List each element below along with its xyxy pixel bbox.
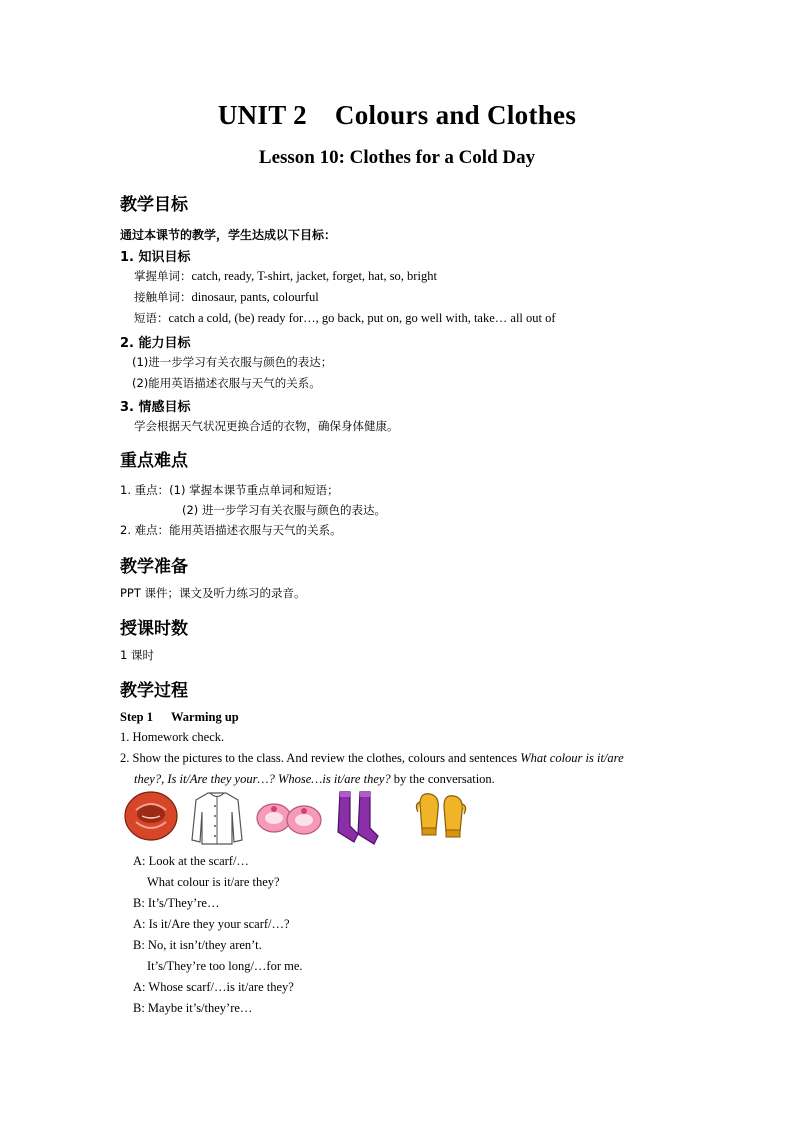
emotion-text: 学会根据天气状况更换合适的衣物，确保身体健康。 [134,419,399,433]
dialogue-line-5: B: No, it isn’t/they aren’t. [133,938,262,952]
process-heading: 教学过程 [120,681,188,701]
ability-item-1: (1)进一步学习有关衣服与颜色的表达； [132,355,333,369]
dialogue-line-2: What colour is it/are they? [147,875,280,889]
clothes-pictures [120,790,480,852]
dialogue-line-3: B: It’s/They’re… [133,896,220,910]
step-1-heading: Step 1 Warming up [120,710,239,724]
shoes-icon [254,790,324,840]
knowledge-heading: 1. 知识目标 [120,250,191,265]
key-points-heading: 重点难点 [120,451,188,471]
preparation-text: PPT 课件；课文及听力练习的录音。 [120,586,306,600]
key-point-1: 1. 重点：(1) 掌握本课节重点单词和短语； [120,483,339,497]
process-item-2-cont: they?, Is it/Are they your…? Whose…is it/are they? by the conversation. [134,772,495,786]
socks-icon [334,790,384,848]
ability-heading: 2. 能力目标 [120,336,191,351]
master-words-line: 掌握单词：catch, ready, T-shirt, jacket, forget, hat, so, bright [134,269,437,283]
lesson-title: Lesson 10: Clothes for a Cold Day [258,147,536,168]
dialogue-line-8: B: Maybe it’s/they’re… [133,1001,253,1015]
contact-words-line: 接触单词：dinosaur, pants, colourful [134,290,319,304]
goals-intro: 通过本课节的教学，学生达成以下目标： [120,228,337,242]
mittens-icon [414,790,470,842]
scarf-icon [122,790,180,842]
process-item-1: 1. Homework check. [120,730,225,744]
hours-text: 1 课时 [120,648,154,662]
dialogue-line-7: A: Whose scarf/…is it/are they? [133,980,294,994]
process-item-2: 2. Show the pictures to the class. And review the clothes, colours and sentences What colour is it/are [120,751,624,765]
unit-title [0,100,794,131]
unit-label: UNIT 2 [217,100,307,130]
dialogue-line-1: A: Look at the scarf/… [133,854,249,868]
key-point-2: (2) 进一步学习有关衣服与颜色的表达。 [182,503,386,517]
preparation-heading: 教学准备 [120,557,188,577]
unit-name: Colours and Clothes [334,100,577,130]
hours-heading: 授课时数 [120,619,188,639]
phrases-line: 短语：catch a cold, (be) ready for…, go back, put on, go well with, take… all out of [134,311,556,325]
difficult-point: 2. 难点：能用英语描述衣服与天气的关系。 [120,523,342,537]
dialogue-line-6: It’s/They’re too long/…for me. [147,959,303,973]
goals-heading: 教学目标 [120,195,188,215]
dialogue-line-4: A: Is it/Are they your scarf/…? [133,917,290,931]
emotion-heading: 3. 情感目标 [120,400,191,415]
ability-item-2: (2)能用英语描述衣服与天气的关系。 [132,376,321,390]
shirt-icon [190,790,244,846]
